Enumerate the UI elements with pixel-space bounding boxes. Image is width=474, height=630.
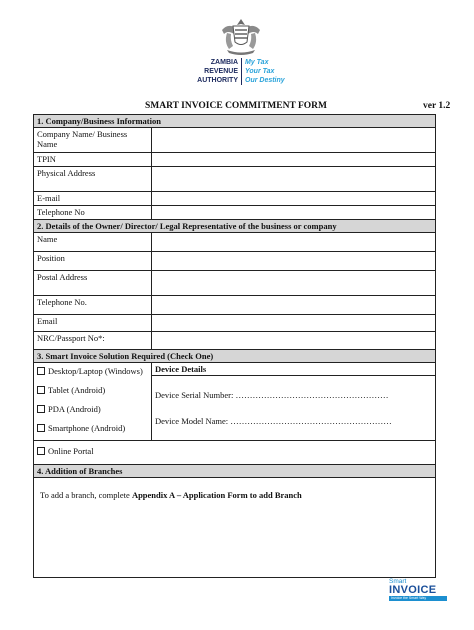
- label-telephone: Telephone No: [34, 206, 152, 220]
- branches-cell: [34, 478, 436, 578]
- logo-divider: [241, 58, 242, 85]
- checkbox-tablet[interactable]: [37, 386, 45, 394]
- email-field[interactable]: [152, 192, 436, 206]
- device-details-heading: Device Details: [152, 363, 435, 376]
- version-label: ver 1.2: [423, 101, 451, 111]
- label-owner-telephone: Telephone No.: [34, 296, 152, 315]
- commitment-form-table: [33, 114, 436, 578]
- checkbox-online-portal[interactable]: [37, 447, 45, 455]
- label-nrc-passport: NRC/Passport No*:: [34, 332, 152, 350]
- section-branches-heading: 4. Addition of Branches: [34, 465, 436, 478]
- zra-logo: [188, 16, 293, 98]
- label-company-name: Company Name/ Business Name: [34, 128, 152, 153]
- tpin-field[interactable]: [152, 153, 436, 167]
- checkbox-smartphone[interactable]: [37, 424, 45, 432]
- option-smartphone[interactable]: Smartphone (Android): [37, 423, 148, 433]
- checkbox-pda[interactable]: [37, 405, 45, 413]
- appendix-a-reference: Appendix A – Application Form to add Branch: [131, 490, 302, 500]
- owner-telephone-field[interactable]: [152, 296, 436, 315]
- option-desktop[interactable]: Desktop/Laptop (Windows): [37, 366, 148, 376]
- zra-name: ZAMBIA REVENUE AUTHORITY: [197, 59, 238, 84]
- smart-invoice-logo: [389, 578, 447, 601]
- branches-instruction: To add a branch, complete: [40, 490, 132, 500]
- label-owner-email: Email: [34, 315, 152, 332]
- form-title: SMART INVOICE COMMITMENT FORM: [145, 101, 328, 111]
- label-owner-name: Name: [34, 233, 152, 252]
- zra-slogan: My Tax Your Tax Our Destiny: [245, 59, 285, 84]
- checkbox-desktop[interactable]: [37, 367, 45, 375]
- option-tablet[interactable]: Tablet (Android): [37, 385, 148, 395]
- option-online-portal[interactable]: Online Portal: [34, 441, 436, 465]
- section-company-heading: 1. Company/Business Information: [34, 115, 436, 128]
- section-owner-heading: 2. Details of the Owner/ Director/ Legal Representative of the business or company: [34, 220, 436, 233]
- smart-invoice-tagline: Invoice the Smart Way: [389, 596, 447, 601]
- device-serial-number-field[interactable]: Device Serial Number: ………………………………………………: [155, 390, 389, 400]
- section-solution-heading: 3. Smart Invoice Solution Required (Check One): [34, 350, 436, 363]
- postal-address-field[interactable]: [152, 271, 436, 296]
- label-postal-address: Postal Address: [34, 271, 152, 296]
- company-name-field[interactable]: [152, 128, 436, 153]
- label-tpin: TPIN: [34, 153, 152, 167]
- position-field[interactable]: [152, 252, 436, 271]
- smart-invoice-wordmark: INVOICE: [389, 584, 437, 596]
- solution-options: [34, 363, 152, 441]
- label-email: E-mail: [34, 192, 152, 206]
- label-physical-address: Physical Address: [34, 167, 152, 192]
- label-position: Position: [34, 252, 152, 271]
- physical-address-field[interactable]: [152, 167, 436, 192]
- device-details-cell: [152, 363, 436, 441]
- smart-invoice-small-text: Smart: [389, 578, 407, 585]
- owner-name-field[interactable]: [152, 233, 436, 252]
- coat-of-arms-icon: [218, 16, 264, 56]
- nrc-passport-field[interactable]: [152, 332, 436, 350]
- option-pda[interactable]: PDA (Android): [37, 404, 148, 414]
- device-model-name-field[interactable]: Device Model Name: …………………………………………………: [155, 416, 392, 426]
- owner-email-field[interactable]: [152, 315, 436, 332]
- telephone-field[interactable]: [152, 206, 436, 220]
